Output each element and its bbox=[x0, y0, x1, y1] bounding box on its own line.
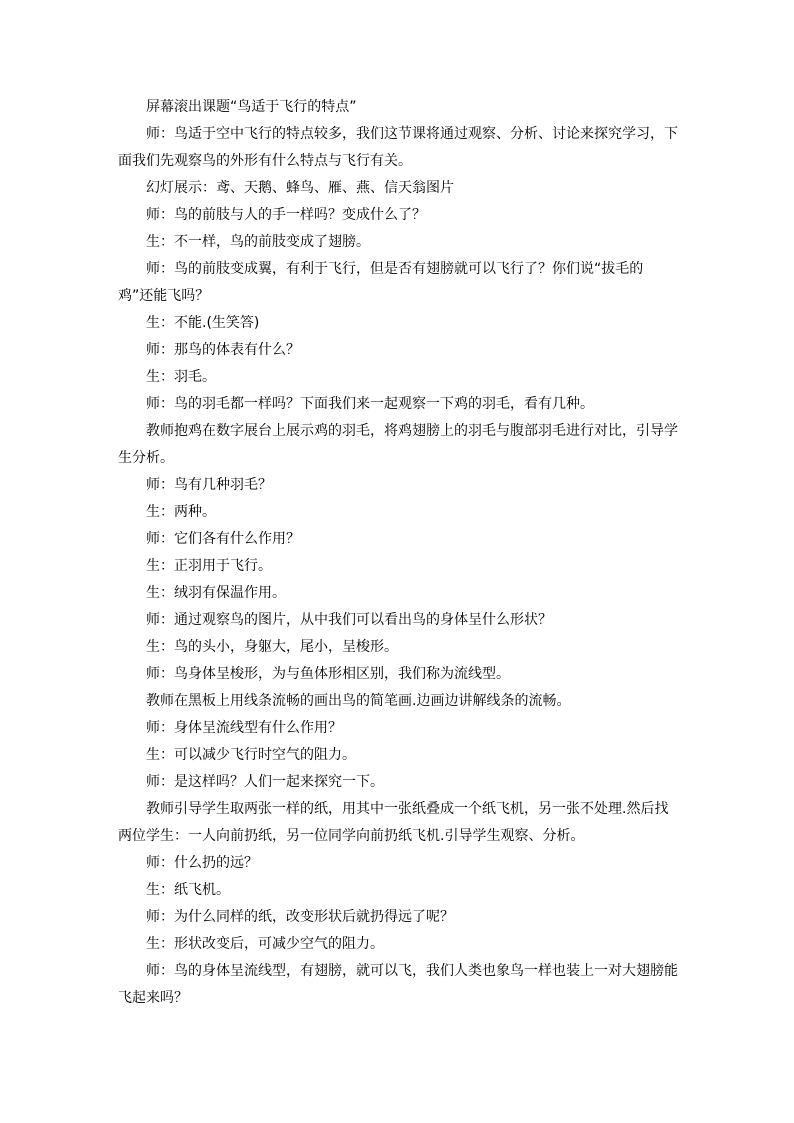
paragraph: 生：绒羽有保温作用。 bbox=[146, 585, 286, 601]
paragraph: 生：羽毛。 bbox=[146, 369, 216, 385]
paragraph: 教师引导学生取两张一样的纸，用其中一张纸叠成一个纸飞机，另一张不处理.然后找两位学生：一人向前扔纸，另一位同学向前扔纸飞机.引导学生观察、分析。 bbox=[118, 801, 669, 844]
paragraph: 师：鸟适于空中飞行的特点较多，我们这节课将通过观察、分析、讨论来探究学习，下面我们先观察鸟的外形有什么特点与飞行有关。 bbox=[118, 126, 678, 169]
paragraph: 生：不一样，鸟的前肢变成了翅膀。 bbox=[146, 234, 370, 250]
document-body bbox=[118, 94, 678, 1012]
paragraph: 生：正羽用于飞行。 bbox=[146, 558, 272, 574]
paragraph: 幻灯展示：鸢、天鹅、蜂鸟、雁、燕、信天翁图片 bbox=[146, 180, 454, 196]
paragraph: 生：纸飞机。 bbox=[146, 882, 230, 898]
paragraph: 屏幕滚出课题“鸟适于飞行的特点” bbox=[146, 99, 357, 115]
paragraph: 教师在黑板上用线条流畅的画出鸟的简笔画.边画边讲解线条的流畅。 bbox=[146, 693, 571, 709]
paragraph: 生：鸟的头小，身躯大，尾小，呈梭形。 bbox=[146, 639, 398, 655]
paragraph: 师：什么扔的远？ bbox=[146, 855, 258, 871]
paragraph: 师：它们各有什么作用？ bbox=[146, 531, 300, 547]
paragraph: 生：形状改变后，可减少空气的阻力。 bbox=[146, 936, 384, 952]
paragraph: 师：为什么同样的纸，改变形状后就扔得远了呢？ bbox=[146, 909, 454, 925]
paragraph: 教师抱鸡在数字展台上展示鸡的羽毛，将鸡翅膀上的羽毛与腹部羽毛进行对比，引导学生分析。 bbox=[118, 423, 678, 466]
paragraph: 师：鸟的前肢与人的手一样吗？变成什么了？ bbox=[146, 207, 426, 223]
paragraph: 生：不能.(生笑答) bbox=[146, 315, 260, 331]
paragraph: 师：鸟的前肢变成翼，有利于飞行，但是否有翅膀就可以飞行了？你们说“拔毛的鸡”还能飞吗？ bbox=[118, 261, 644, 304]
paragraph: 师：鸟身体呈梭形，为与鱼体形相区别，我们称为流线型。 bbox=[146, 666, 510, 682]
paragraph: 师：身体呈流线型有什么作用？ bbox=[146, 720, 342, 736]
paragraph: 师：鸟的身体呈流线型，有翅膀，就可以飞，我们人类也象鸟一样也装上一对大翅膀能飞起来吗？ bbox=[118, 963, 678, 1006]
paragraph: 师：鸟有几种羽毛？ bbox=[146, 477, 272, 493]
paragraph: 师：鸟的羽毛都一样吗？下面我们来一起观察一下鸡的羽毛，看有几种。 bbox=[146, 396, 594, 412]
paragraph: 生：可以减少飞行时空气的阻力。 bbox=[146, 747, 356, 763]
paragraph: 师：那鸟的体表有什么？ bbox=[146, 342, 300, 358]
paragraph: 生：两种。 bbox=[146, 504, 216, 520]
paragraph: 师：通过观察鸟的图片，从中我们可以看出鸟的身体呈什么形状？ bbox=[146, 612, 552, 628]
paragraph: 师：是这样吗？人们一起来探究一下。 bbox=[146, 774, 384, 790]
